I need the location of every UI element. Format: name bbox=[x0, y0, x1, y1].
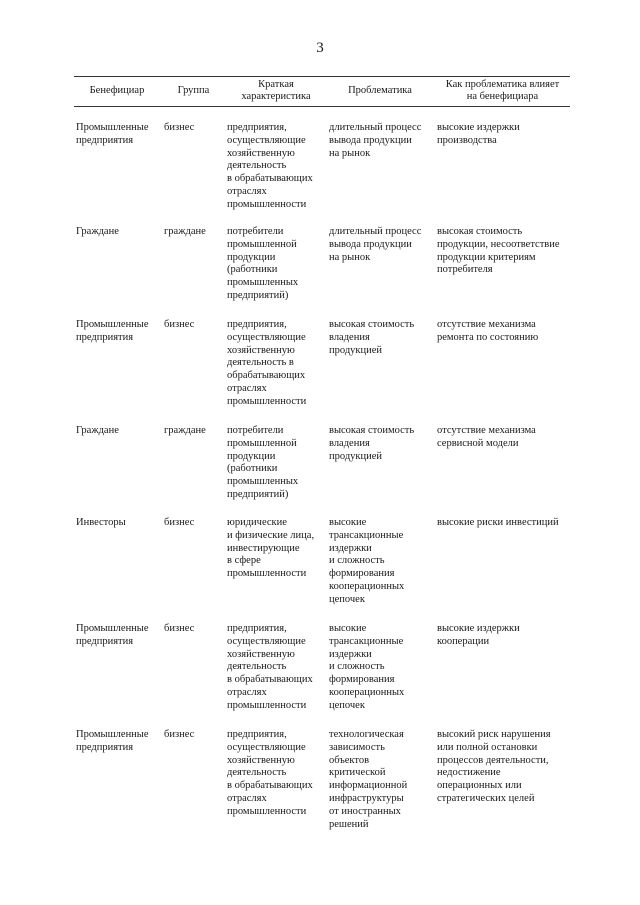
cell-description: предприятия, осуществляющие хозяйственную деятельность в обрабатывающих отраслях промышленности bbox=[227, 319, 307, 407]
cell-impact: отсутствие механизма сервисной модели bbox=[437, 425, 536, 449]
cell-impact: высокие издержки производства bbox=[437, 122, 520, 146]
cell-description: предприятия, осуществляющие хозяйственную деятельность в обрабатывающих отраслях промышленности bbox=[227, 729, 313, 817]
header-beneficiary: Бенефициар bbox=[89, 85, 145, 96]
cell-problem: длительный процесс вывода продукции на рынок bbox=[329, 226, 422, 263]
cell-beneficiary: Промышленные предприятия bbox=[76, 623, 149, 647]
cell-description: предприятия, осуществляющие хозяйственную деятельность в обрабатывающих отраслях промышленности bbox=[227, 623, 313, 711]
cell-beneficiary: Граждане bbox=[76, 425, 119, 436]
cell-group: граждане bbox=[164, 226, 206, 237]
table-header-row bbox=[74, 76, 570, 107]
cell-group: бизнес bbox=[164, 729, 195, 740]
page-number: 3 bbox=[316, 40, 324, 56]
cell-description: предприятия, осуществляющие хозяйственную деятельность в обрабатывающих отраслях промышленности bbox=[227, 122, 313, 210]
cell-problem: длительный процесс вывода продукции на рынок bbox=[329, 122, 422, 159]
table-row bbox=[74, 425, 570, 503]
cell-impact: отсутствие механизма ремонта по состоянию bbox=[437, 319, 539, 343]
cell-problem: высокая стоимость владения продукцией bbox=[329, 319, 415, 356]
table-row bbox=[74, 226, 570, 304]
header-group: Группа bbox=[177, 85, 210, 96]
cell-beneficiary: Промышленные предприятия bbox=[76, 729, 149, 753]
table-row bbox=[74, 623, 570, 715]
cell-impact: высокий риск нарушения или полной остановки процессов деятельности, недостижение операционных или стратегических целей bbox=[437, 729, 551, 804]
table-row bbox=[74, 517, 570, 609]
table-row bbox=[74, 319, 570, 411]
header-impact: Как проблематика влияет на бенефициара bbox=[445, 79, 560, 102]
cell-group: бизнес bbox=[164, 319, 195, 330]
cell-impact: высокая стоимость продукции, несоответствие продукции критериям потребителя bbox=[437, 226, 560, 276]
cell-beneficiary: Инвесторы bbox=[76, 517, 126, 528]
cell-beneficiary: Промышленные предприятия bbox=[76, 319, 149, 343]
cell-problem: высокая стоимость владения продукцией bbox=[329, 425, 415, 462]
cell-problem: высокие трансакционные издержки и сложность формирования кооперационных цепочек bbox=[329, 623, 405, 711]
header-problem: Проблематика bbox=[348, 85, 412, 96]
cell-group: бизнес bbox=[164, 122, 195, 133]
table-row bbox=[74, 122, 570, 214]
cell-description: юридические и физические лица, инвестирующие в сфере промышленности bbox=[227, 517, 315, 580]
table-row bbox=[74, 729, 570, 833]
cell-beneficiary: Граждане bbox=[76, 226, 119, 237]
cell-description: потребители промышленной продукции (работники промышленных предприятий) bbox=[227, 226, 299, 301]
cell-group: бизнес bbox=[164, 517, 195, 528]
cell-impact: высокие риски инвестиций bbox=[437, 517, 559, 528]
header-description: Краткая характеристика bbox=[241, 79, 311, 102]
cell-group: граждане bbox=[164, 425, 206, 436]
beneficiary-table bbox=[74, 76, 570, 833]
cell-beneficiary: Промышленные предприятия bbox=[76, 122, 149, 146]
cell-problem: технологическая зависимость объектов критической информационной инфраструктуры от иностранных решений bbox=[329, 729, 408, 830]
cell-impact: высокие издержки кооперации bbox=[437, 623, 520, 647]
cell-problem: высокие трансакционные издержки и сложность формирования кооперационных цепочек bbox=[329, 517, 405, 605]
cell-group: бизнес bbox=[164, 623, 195, 634]
cell-description: потребители промышленной продукции (работники промышленных предприятий) bbox=[227, 425, 299, 500]
